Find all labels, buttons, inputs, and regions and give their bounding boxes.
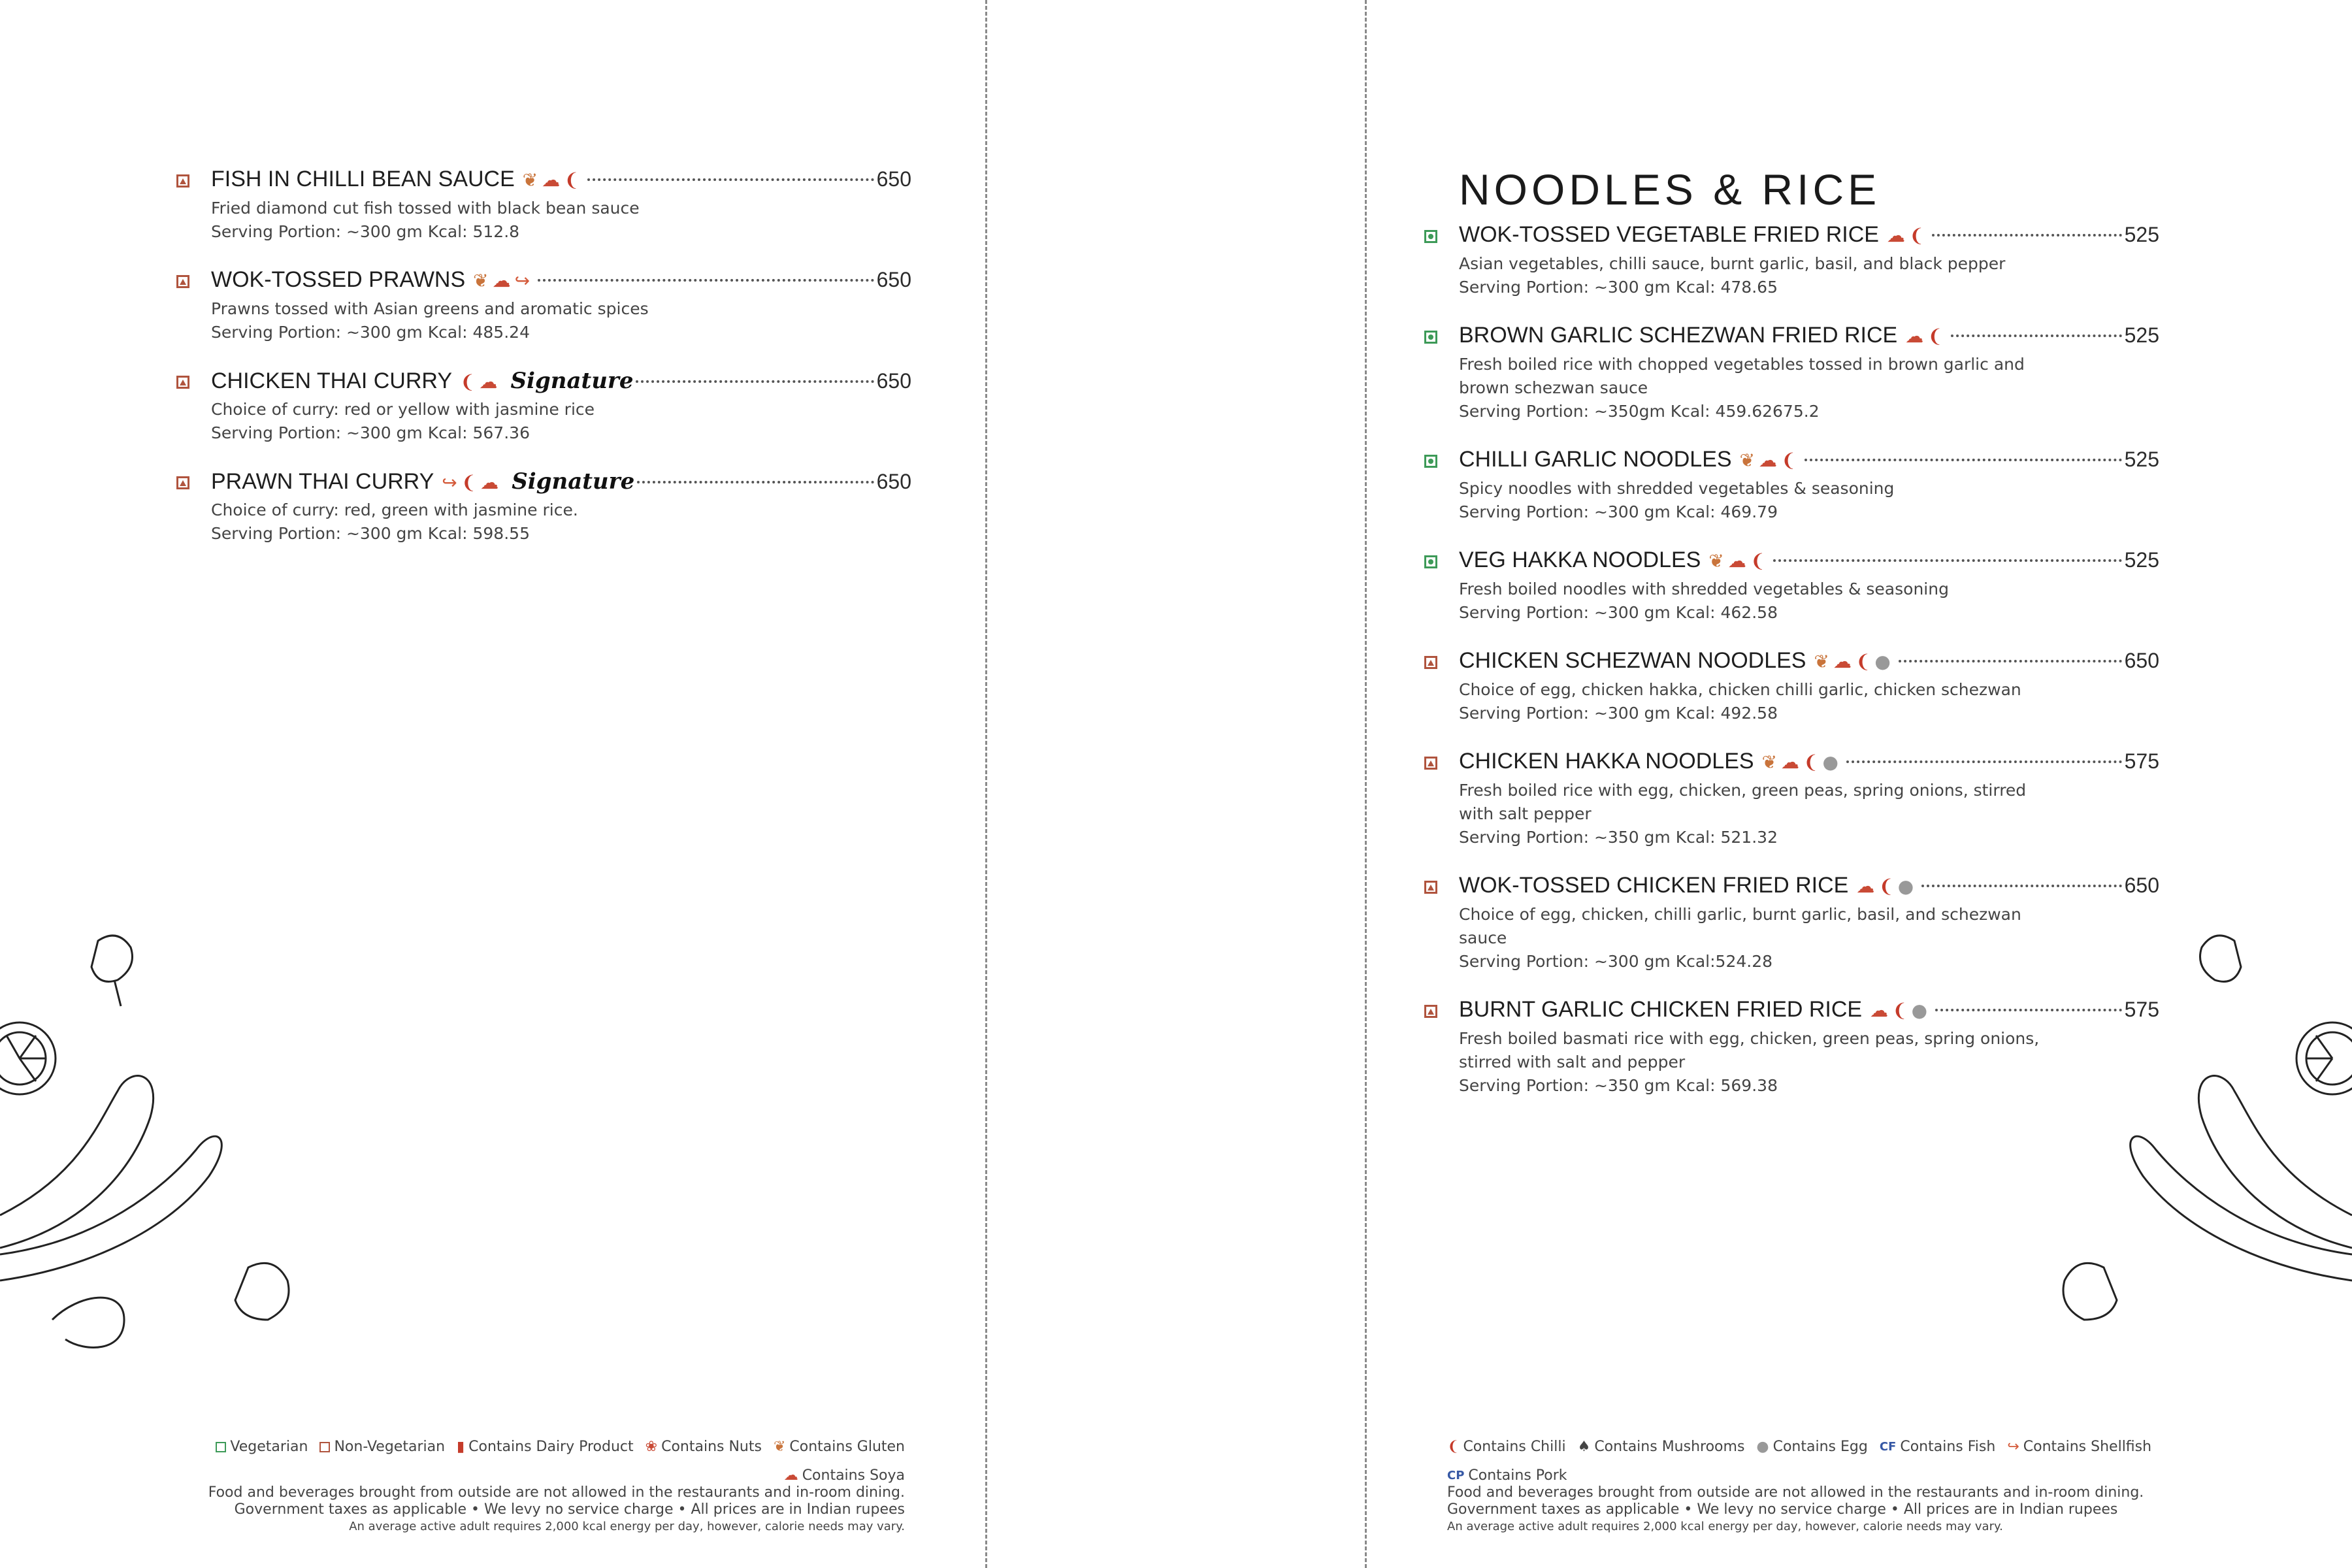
section-title: NOODLES & RICE [1459, 165, 1881, 214]
item-description: Spicy noodles with shredded vegetables & seasoning [1459, 479, 1895, 498]
egg-icon: ● [1822, 751, 1838, 773]
non-veg-marker-icon [176, 376, 189, 389]
gluten-icon: ❦ [522, 169, 538, 191]
signature-badge: Signature [512, 468, 635, 495]
legend-label: Vegetarian [230, 1439, 308, 1455]
egg-icon: ● [1897, 875, 1914, 897]
soya-icon: ☁ [542, 169, 561, 191]
leader-dots [1932, 234, 2121, 237]
chilli-icon: ❨ [1803, 751, 1819, 773]
menu-item [176, 368, 911, 445]
shellfish-icon: ↪ [514, 270, 531, 291]
item-name: CHICKEN THAI CURRY [211, 368, 453, 393]
menu-item [1424, 222, 2159, 299]
item-description: Asian vegetables, chilli sauce, burnt garlic, basil, and black pepper [1459, 254, 2006, 273]
non-veg-marker-icon [1424, 656, 1437, 669]
legend-label: Contains Soya [802, 1467, 905, 1484]
nuts-icon: ❀ [645, 1439, 658, 1455]
chilli-icon: ❨ [1447, 1439, 1460, 1455]
item-description: Fresh boiled rice with chopped vegetables tossed in brown garlic and brown schezwan sauce [1459, 355, 2025, 397]
item-portion: Serving Portion: ~300 gm Kcal: 462.58 [1459, 603, 1778, 622]
leader-dots [1921, 885, 2121, 887]
legend-label: Contains Nuts [661, 1439, 762, 1455]
legend-label: Contains Shellfish [2023, 1439, 2152, 1455]
fish-code-icon: CF [1879, 1440, 1897, 1454]
chilli-icon: ❨ [1855, 651, 1871, 672]
menu-item [1424, 749, 2159, 849]
item-portion: Serving Portion: ~300 gm Kcal: 469.79 [1459, 502, 1778, 521]
mushroom-icon: ♠ [1577, 1439, 1591, 1455]
item-portion: Serving Portion: ~350 gm Kcal: 521.32 [1459, 828, 1778, 847]
menu-item [1424, 547, 2159, 625]
veg-marker-icon [216, 1442, 226, 1452]
leader-dots [1899, 660, 2122, 662]
soya-icon: ☁ [479, 371, 498, 393]
item-name: CHILLI GARLIC NOODLES [1459, 447, 1732, 472]
leader-dots [1805, 459, 2122, 461]
soya-icon: ☁ [1727, 550, 1746, 572]
shellfish-icon: ↪ [2007, 1439, 2019, 1455]
legend-label: Non-Vegetarian [334, 1439, 446, 1455]
item-price: 650 [876, 268, 911, 291]
chilli-icon: ❨ [1927, 325, 1943, 347]
legend-label: Contains Egg [1772, 1439, 1868, 1455]
legend-icons-row [154, 1439, 905, 1484]
veg-marker-icon [1424, 455, 1437, 468]
item-name: BURNT GARLIC CHICKEN FRIED RICE [1459, 997, 1863, 1022]
item-price: 575 [2124, 998, 2159, 1021]
item-portion: Serving Portion: ~300 gm Kcal: 485.24 [211, 323, 530, 342]
right-menu-page [1424, 163, 2159, 1121]
chilli-icon: ❨ [1892, 1000, 1908, 1021]
soya-icon: ☁ [1856, 875, 1875, 897]
leader-dots [636, 380, 874, 383]
left-menu-page [176, 167, 911, 569]
soya-icon: ☁ [1781, 751, 1800, 773]
item-portion: Serving Portion: ~300 gm Kcal: 492.58 [1459, 704, 1778, 723]
item-price: 525 [2124, 548, 2159, 572]
soya-icon: ☁ [1833, 651, 1852, 672]
legend-label: Contains Fish [1900, 1439, 1996, 1455]
item-portion: Serving Portion: ~350gm Kcal: 459.62675.2 [1459, 402, 1820, 421]
item-description: Choice of egg, chicken, chilli garlic, burnt garlic, basil, and schezwan sauce [1459, 905, 2021, 947]
item-portion: Serving Portion: ~300 gm Kcal: 512.8 [211, 222, 520, 241]
leader-dots [1935, 1009, 2122, 1011]
item-price: 650 [876, 470, 911, 493]
non-veg-marker-icon [1424, 757, 1437, 770]
chilli-icon: ❨ [564, 169, 580, 191]
item-portion: Serving Portion: ~300 gm Kcal: 567.36 [211, 423, 530, 442]
soya-icon: ☁ [1905, 325, 1924, 347]
legend-right [1447, 1439, 2231, 1535]
legend-label: Contains Dairy Product [468, 1439, 634, 1455]
gluten-icon: ❦ [773, 1439, 786, 1455]
item-name: FISH IN CHILLI BEAN SAUCE [211, 167, 515, 191]
item-portion: Serving Portion: ~300 gm Kcal: 598.55 [211, 524, 530, 543]
leader-dots [587, 178, 874, 181]
dairy-icon: ▮ [457, 1439, 465, 1455]
item-price: 575 [2124, 749, 2159, 773]
non-veg-marker-icon [1424, 881, 1437, 894]
item-name: CHICKEN SCHEZWAN NOODLES [1459, 648, 1806, 673]
item-description: Choice of egg, chicken hakka, chicken chilli garlic, chicken schezwan [1459, 680, 2021, 699]
item-portion: Serving Portion: ~300 gm Kcal: 478.65 [1459, 278, 1778, 297]
leader-dots [538, 279, 874, 282]
soya-icon: ☁ [1759, 449, 1778, 471]
leader-dots [1951, 335, 2122, 337]
legend-note: Government taxes as applicable • We levy no service charge • All prices are in Indian rupees [1447, 1501, 2118, 1518]
menu-item [176, 468, 911, 546]
item-name: WOK-TOSSED PRAWNS [211, 267, 466, 292]
soya-icon: ☁ [492, 270, 511, 291]
item-description: Fresh boiled noodles with shredded vegetables & seasoning [1459, 580, 1949, 598]
gluten-icon: ❦ [1739, 449, 1756, 471]
non-veg-marker-icon [176, 174, 189, 188]
chilli-icon: ❨ [461, 472, 477, 493]
item-price: 525 [2124, 448, 2159, 471]
item-price: 650 [2124, 874, 2159, 897]
signature-badge: Signature [510, 368, 634, 394]
item-description: Prawns tossed with Asian greens and aromatic spices [211, 299, 649, 318]
legend-label: Contains Pork [1468, 1467, 1567, 1484]
chilli-icon: ❨ [1750, 550, 1766, 572]
chilli-icon: ❨ [1878, 875, 1894, 897]
chilli-icon: ❨ [1781, 449, 1797, 471]
menu-item [1424, 873, 2159, 973]
page-fold-line-right [1365, 0, 1367, 1568]
shellfish-icon: ↪ [442, 472, 457, 493]
legend-label: Contains Gluten [789, 1439, 905, 1455]
soya-icon: ☁ [1886, 225, 1905, 246]
menu-item [1424, 447, 2159, 524]
gluten-icon: ❦ [1708, 550, 1724, 572]
veg-marker-icon [1424, 230, 1437, 243]
menu-item [176, 167, 911, 244]
item-description: Choice of curry: red or yellow with jasmine rice [211, 400, 595, 419]
egg-icon: ● [1874, 651, 1891, 672]
item-price: 650 [876, 167, 911, 191]
item-name: WOK-TOSSED CHICKEN FRIED RICE [1459, 873, 1849, 898]
item-price: 650 [876, 369, 911, 393]
item-portion: Serving Portion: ~300 gm Kcal:524.28 [1459, 952, 1773, 971]
leader-dots [637, 481, 874, 483]
legend-note: An average active adult requires 2,000 kcal energy per day, however, calorie needs may vary. [349, 1520, 905, 1533]
menu-item [1424, 323, 2159, 423]
page-fold-line-left [985, 0, 987, 1568]
leader-dots [1846, 760, 2122, 763]
pork-code-icon: CP [1447, 1469, 1465, 1482]
non-veg-marker-icon [1424, 1005, 1437, 1018]
item-name: VEG HAKKA NOODLES [1459, 547, 1701, 572]
egg-icon: ● [1756, 1439, 1769, 1455]
botanical-illustration-left [0, 902, 314, 1359]
menu-item [1424, 648, 2159, 725]
menu-item [1424, 997, 2159, 1098]
item-price: 525 [2124, 323, 2159, 347]
leader-dots [1773, 559, 2121, 562]
item-name: WOK-TOSSED VEGETABLE FRIED RICE [1459, 222, 1879, 247]
item-description: Fresh boiled rice with egg, chicken, green peas, spring onions, stirred with salt pepper [1459, 781, 2027, 823]
veg-marker-icon [1424, 555, 1437, 568]
item-name: CHICKEN HAKKA NOODLES [1459, 749, 1754, 774]
legend-note: An average active adult requires 2,000 kcal energy per day, however, calorie needs may vary. [1447, 1520, 2003, 1533]
legend-note: Food and beverages brought from outside are not allowed in the restaurants and in-room dining. [208, 1484, 905, 1501]
soya-icon: ☁ [1870, 1000, 1889, 1021]
legend-note: Food and beverages brought from outside are not allowed in the restaurants and in-room dining. [1447, 1484, 2144, 1501]
legend-icons-row [1447, 1439, 2231, 1484]
menu-item [176, 267, 911, 344]
gluten-icon: ❦ [1814, 651, 1829, 672]
egg-icon: ● [1911, 1000, 1928, 1021]
legend-left [154, 1439, 905, 1535]
legend-note: Government taxes as applicable • We levy no service charge • All prices are in Indian rupees [234, 1501, 905, 1518]
soya-icon: ☁ [783, 1467, 798, 1484]
veg-marker-icon [1424, 331, 1437, 344]
chilli-icon: ❨ [1908, 225, 1925, 246]
chilli-icon: ❨ [460, 371, 476, 393]
legend-label: Contains Mushrooms [1594, 1439, 1745, 1455]
item-price: 525 [2124, 223, 2159, 246]
item-name: BROWN GARLIC SCHEZWAN FRIED RICE [1459, 323, 1898, 348]
item-description: Fried diamond cut fish tossed with black bean sauce [211, 199, 640, 218]
non-veg-marker-icon [319, 1442, 330, 1452]
item-description: Fresh boiled basmati rice with egg, chicken, green peas, spring onions, stirred with salt and pepper [1459, 1029, 2040, 1071]
legend-label: Contains Chilli [1463, 1439, 1566, 1455]
non-veg-marker-icon [176, 275, 189, 288]
item-portion: Serving Portion: ~350 gm Kcal: 569.38 [1459, 1076, 1778, 1095]
gluten-icon: ❦ [473, 270, 489, 291]
soya-icon: ☁ [480, 472, 499, 493]
item-name: PRAWN THAI CURRY [211, 469, 434, 494]
item-description: Choice of curry: red, green with jasmine rice. [211, 500, 578, 519]
item-price: 650 [2124, 649, 2159, 672]
gluten-icon: ❦ [1761, 751, 1778, 773]
non-veg-marker-icon [176, 476, 189, 489]
